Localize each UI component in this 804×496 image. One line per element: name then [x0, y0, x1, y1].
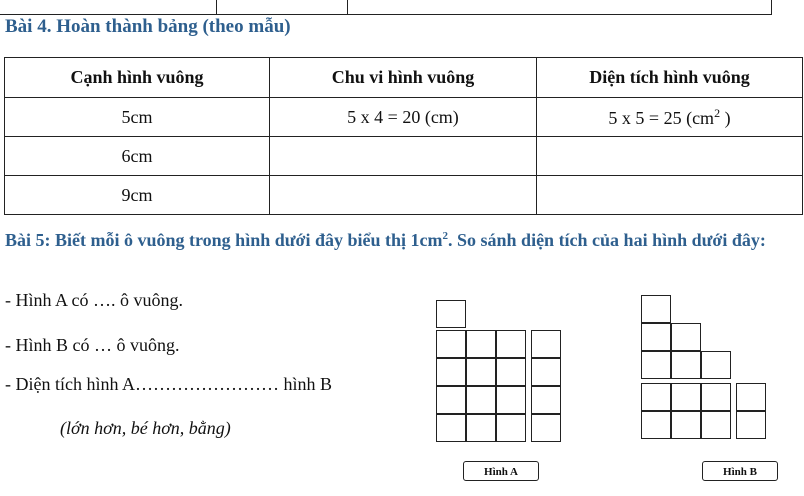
cell-side: 5cm [5, 98, 270, 137]
grid-square [736, 383, 766, 411]
table-row [5, 137, 803, 176]
table-divider [216, 0, 217, 14]
grid-square [641, 411, 671, 439]
cell-area [537, 137, 803, 176]
grid-square [496, 330, 526, 358]
question-compare-area: - Diện tích hình A…………………… hình B [5, 374, 332, 394]
cell-area [537, 98, 803, 137]
cell-side: 6cm [5, 137, 270, 176]
grid-square [671, 411, 701, 439]
grid-square [496, 358, 526, 386]
exercise-5-title-part2: . So sánh diện tích của hai hình dưới đây: [448, 230, 766, 250]
header-side: Cạnh hình vuông [5, 58, 270, 98]
table-header-row [5, 58, 803, 98]
cell-perimeter: 5 x 4 = 20 (cm) [270, 98, 537, 137]
grid-square [436, 330, 466, 358]
label-shape-a: Hình A [463, 461, 539, 481]
previous-table-bottom-edge [0, 0, 772, 15]
grid-square [436, 300, 466, 328]
area-text: 5 x 5 = 25 (cm [608, 107, 715, 128]
area-exponent: 2 [714, 105, 721, 120]
grid-square [531, 386, 561, 414]
exercise-4-title: Bài 4. Hoàn thành bảng (theo mẫu) [5, 16, 291, 37]
label-shape-b: Hình B [702, 461, 778, 481]
cell-area [537, 176, 803, 215]
question-shape-b: - Hình B có … ô vuông. [5, 335, 180, 355]
cell-perimeter [270, 176, 537, 215]
header-area: Diện tích hình vuông [537, 58, 803, 98]
answer-options-hint: (lớn hơn, bé hơn, bằng) [60, 418, 231, 438]
exercise-5-title-exponent: 2 [442, 230, 449, 242]
grid-square [531, 358, 561, 386]
grid-square [701, 351, 731, 379]
table-row [5, 98, 803, 137]
grid-square [641, 351, 671, 379]
cell-perimeter [270, 137, 537, 176]
exercise-5-title [5, 222, 803, 254]
grid-square [671, 383, 701, 411]
grid-square [641, 383, 671, 411]
grid-square [531, 330, 561, 358]
grid-square [466, 386, 496, 414]
grid-square [466, 330, 496, 358]
grid-square [701, 383, 731, 411]
exercise-5-title-part1: Bài 5: Biết mỗi ô vuông trong hình dưới đây biểu thị 1cm [5, 230, 443, 250]
question-shape-a: - Hình A có …. ô vuông. [5, 290, 183, 310]
grid-square [671, 351, 701, 379]
grid-square [641, 295, 671, 323]
table-row [5, 176, 803, 215]
exercise-4-table [4, 57, 803, 215]
grid-square [641, 323, 671, 351]
grid-square [466, 414, 496, 442]
table-divider [347, 0, 348, 14]
grid-square [436, 386, 466, 414]
grid-square [436, 358, 466, 386]
cell-side: 9cm [5, 176, 270, 215]
header-perimeter: Chu vi hình vuông [270, 58, 537, 98]
area-tail: ) [720, 107, 731, 128]
grid-square [531, 414, 561, 442]
grid-square [671, 323, 701, 351]
grid-square [436, 414, 466, 442]
grid-square [496, 414, 526, 442]
grid-square [736, 411, 766, 439]
grid-square [466, 358, 496, 386]
grid-square [496, 386, 526, 414]
grid-square [701, 411, 731, 439]
